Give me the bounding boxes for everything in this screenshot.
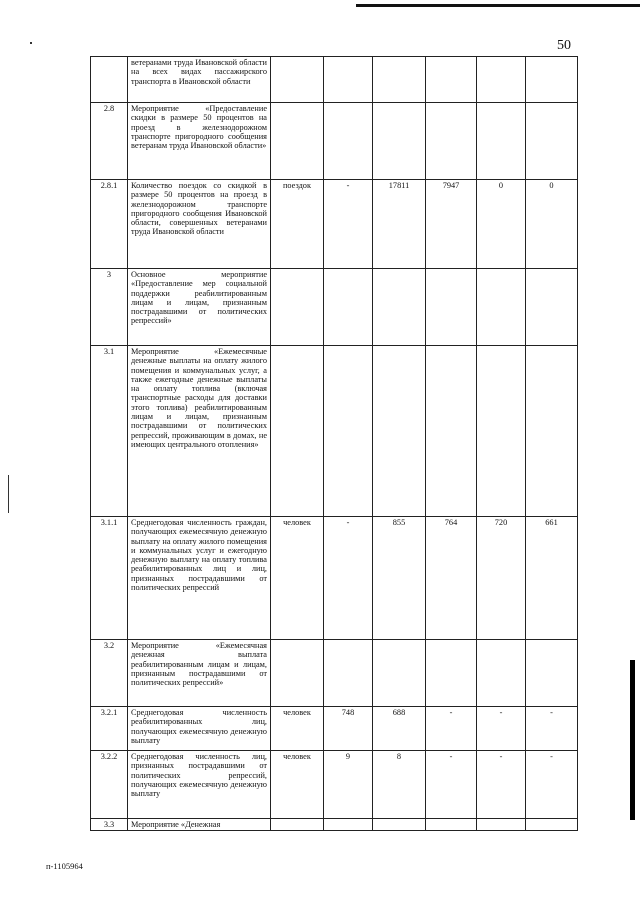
value-cell — [526, 269, 578, 346]
unit-cell: человек — [271, 707, 324, 751]
unit-cell — [271, 269, 324, 346]
value-cell: 748 — [324, 707, 373, 751]
row-description: Мероприятие «Денежная — [128, 819, 271, 831]
value-cell — [373, 819, 426, 831]
row-number: 3.2.1 — [91, 707, 128, 751]
value-cell — [373, 640, 426, 707]
value-cell: 688 — [373, 707, 426, 751]
value-cell — [477, 640, 526, 707]
value-cell: - — [477, 751, 526, 819]
unit-cell: человек — [271, 517, 324, 640]
value-cell — [426, 57, 477, 103]
value-cell — [477, 819, 526, 831]
value-cell — [526, 346, 578, 517]
value-cell — [324, 346, 373, 517]
top-edge-line — [356, 4, 640, 7]
scan-edge-shadow — [630, 660, 635, 820]
row-description: Основное мероприятие «Предоставление мер социальной поддержки реабилитированным лицам и лицам, признанным пострадавшими от политических репрессий» — [128, 269, 271, 346]
value-cell — [373, 346, 426, 517]
page-number: 50 — [557, 38, 571, 53]
row-description: ветеранами труда Ивановской области на всех видах пассажирского транспорта в Ивановской области — [128, 57, 271, 103]
value-cell — [426, 346, 477, 517]
document-code: п-1105964 — [46, 861, 83, 871]
value-cell — [477, 346, 526, 517]
value-cell — [426, 103, 477, 180]
value-cell — [324, 640, 373, 707]
row-description: Количество поездок со скидкой в размере 50 процентов на проезд в железнодорожном транспорте пригородного сообщения Ивановской области, совершенных ветеранами труда Ивановской области — [128, 180, 271, 269]
unit-cell: человек — [271, 751, 324, 819]
unit-cell: поездок — [271, 180, 324, 269]
row-description: Среднегодовая численность реабилитированных лиц, получающих ежемесячную денежную выплату — [128, 707, 271, 751]
value-cell — [526, 819, 578, 831]
scan-margin-mark — [8, 475, 9, 513]
value-cell: - — [477, 707, 526, 751]
value-cell: 8 — [373, 751, 426, 819]
value-cell: 0 — [526, 180, 578, 269]
value-cell — [526, 103, 578, 180]
value-cell — [526, 640, 578, 707]
value-cell: - — [526, 707, 578, 751]
row-number: 3.1 — [91, 346, 128, 517]
indicators-table — [90, 56, 578, 831]
value-cell — [324, 103, 373, 180]
value-cell — [477, 103, 526, 180]
value-cell — [426, 269, 477, 346]
table-row — [91, 57, 578, 103]
row-number — [91, 57, 128, 103]
value-cell: 17811 — [373, 180, 426, 269]
value-cell: 661 — [526, 517, 578, 640]
value-cell — [373, 57, 426, 103]
row-description: Мероприятие «Предоставление скидки в размере 50 процентов на проезд в железнодорожном транспорте пригородного сообщения ветеранам труда Ивановской области» — [128, 103, 271, 180]
value-cell — [426, 640, 477, 707]
table-row — [91, 640, 578, 707]
unit-cell — [271, 103, 324, 180]
row-number: 3.3 — [91, 819, 128, 831]
value-cell — [324, 269, 373, 346]
row-description: Среднегодовая численность лиц, признанных пострадавшими от политических репрессий, получающих ежемесячную денежную выплату — [128, 751, 271, 819]
value-cell: 0 — [477, 180, 526, 269]
value-cell: 9 — [324, 751, 373, 819]
table-row — [91, 346, 578, 517]
table-row — [91, 517, 578, 640]
scan-speck — [30, 42, 32, 44]
unit-cell — [271, 57, 324, 103]
value-cell: 764 — [426, 517, 477, 640]
unit-cell — [271, 640, 324, 707]
value-cell: 7947 — [426, 180, 477, 269]
value-cell: - — [526, 751, 578, 819]
value-cell — [324, 819, 373, 831]
value-cell — [324, 57, 373, 103]
row-description: Мероприятие «Ежемесячная денежная выплата реабилитированным лицам и лицам, признанным пострадавшими от политических репрессий» — [128, 640, 271, 707]
row-description: Мероприятие «Ежемесячные денежные выплаты на оплату жилого помещения и коммунальных услуг, а также ежегодные денежные выплаты на оплату топлива (включая транспортные расходы для доставки этого топлива) реабилитированным лицам и лицам, признанным пострадавшими от политических репрессий, проживающим в домах, не имеющих центрального отопления» — [128, 346, 271, 517]
value-cell — [477, 57, 526, 103]
table-row — [91, 707, 578, 751]
unit-cell — [271, 819, 324, 831]
row-number: 3.2.2 — [91, 751, 128, 819]
value-cell — [373, 269, 426, 346]
value-cell: - — [324, 517, 373, 640]
row-description: Среднегодовая численность граждан, получающих ежемесячную денежную выплату на оплату жилого помещения и коммунальных услуг и ежегодную денежную выплату на оплату топлива реабилитированных лиц и лиц, признанных пострадавшими от политических репрессий — [128, 517, 271, 640]
row-number: 2.8.1 — [91, 180, 128, 269]
table-row — [91, 103, 578, 180]
value-cell — [526, 57, 578, 103]
value-cell: 720 — [477, 517, 526, 640]
value-cell: 855 — [373, 517, 426, 640]
row-number: 2.8 — [91, 103, 128, 180]
row-number: 3.1.1 — [91, 517, 128, 640]
value-cell — [426, 819, 477, 831]
table-row — [91, 751, 578, 819]
value-cell: - — [324, 180, 373, 269]
table-row — [91, 819, 578, 831]
table-row — [91, 269, 578, 346]
row-number: 3.2 — [91, 640, 128, 707]
table-row — [91, 180, 578, 269]
value-cell: - — [426, 751, 477, 819]
row-number: 3 — [91, 269, 128, 346]
value-cell: - — [426, 707, 477, 751]
value-cell — [373, 103, 426, 180]
value-cell — [477, 269, 526, 346]
unit-cell — [271, 346, 324, 517]
